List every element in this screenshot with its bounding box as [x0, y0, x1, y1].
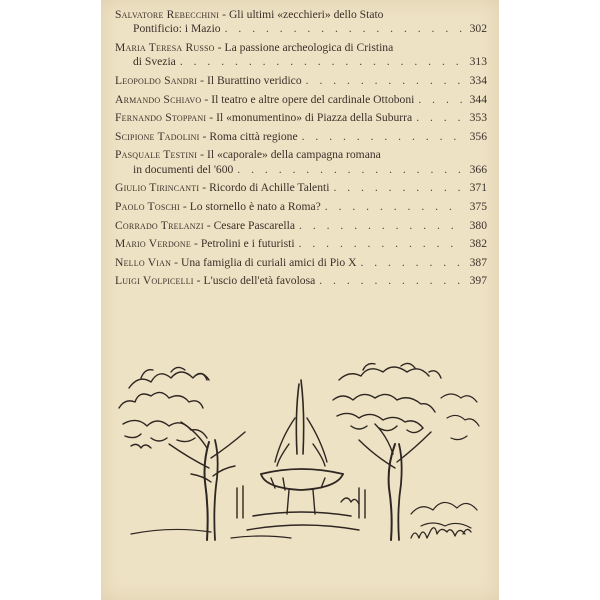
leader-dots [176, 55, 463, 69]
leader-dots [321, 200, 463, 214]
entry-title: Il teatro e altre opere del cardinale Ottoboni [211, 92, 415, 106]
entry-separator: - [206, 218, 211, 232]
entry-title: La passione archeologica di Cristina [224, 41, 394, 54]
entry-separator: - [202, 129, 207, 143]
leader-dots [295, 219, 463, 233]
entry-page-number: 387 [469, 255, 487, 269]
entry-separator: - [193, 237, 198, 251]
toc-entry [115, 219, 487, 233]
entry-title: Il Burattino veridico [206, 74, 302, 87]
entry-author: Armando Schiavo [115, 92, 202, 106]
entry-page-number: 366 [469, 162, 487, 176]
entry-page-number: 353 [469, 111, 487, 125]
leader-dots [315, 274, 463, 288]
entry-page-number: 334 [469, 74, 487, 87]
toc-entry [115, 200, 487, 214]
entry-title: Petrolini e i futuristi [200, 237, 295, 251]
entry-author: Salvatore Rebecchini [115, 8, 220, 21]
toc-entry [115, 74, 487, 88]
leader-dots [412, 111, 463, 125]
entry-page-number: 302 [469, 22, 487, 36]
entry-author: Maria Teresa Russo [115, 41, 215, 54]
left-tree-icon [119, 367, 245, 540]
entry-author: Corrado Trelanzi [115, 218, 204, 232]
entry-author: Fernando Stoppani [115, 111, 207, 125]
entry-author: Luigi Volpicelli [115, 274, 194, 288]
entry-title: Lo stornello è nato a Roma? [189, 199, 321, 213]
right-tree-icon [333, 363, 441, 540]
toc-entry [115, 8, 487, 37]
entry-title: Il «caporale» della campagna romana [206, 148, 381, 162]
entry-page-number: 356 [469, 129, 487, 143]
entry-separator: - [200, 148, 204, 162]
entry-separator: - [204, 92, 209, 106]
leader-dots [233, 163, 463, 177]
entry-separator: - [222, 8, 226, 21]
toc-entry [115, 237, 487, 251]
entry-separator: - [174, 255, 178, 269]
fountain-icon [237, 380, 365, 530]
toc-entry [115, 41, 487, 70]
leader-dots [302, 74, 463, 88]
entry-page-number: 375 [469, 199, 487, 213]
leader-dots [221, 22, 463, 36]
toc-entry [115, 130, 487, 144]
entry-title: L'uscio dell'età favolosa [203, 274, 316, 288]
entry-title-continued: Pontificio: i Mazio [133, 22, 221, 36]
entry-title: Cesare Pascarella [213, 218, 296, 232]
toc-entry [115, 111, 487, 125]
entry-separator: - [209, 111, 214, 125]
toc-entry [115, 181, 487, 195]
entry-author: Pasquale Testini [115, 148, 198, 162]
entry-title-continued: di Svezia [133, 55, 176, 69]
artist-signature [411, 528, 471, 538]
toc-entry [115, 274, 487, 288]
leader-dots [414, 93, 463, 107]
entry-author: Mario Verdone [115, 237, 191, 251]
entry-author: Nello Vian [115, 255, 172, 269]
entry-title-continued: in documenti del '600 [133, 162, 234, 176]
entry-author: Leopoldo Sandri [115, 74, 198, 87]
entry-separator: - [217, 41, 222, 54]
entry-title: Una famiglia di curiali amici di Pio X [180, 255, 357, 269]
toc-entry [115, 93, 487, 107]
entry-author: Giulio Tirincanti [115, 181, 200, 195]
leader-dots [356, 256, 463, 270]
background-foliage [131, 394, 479, 538]
entry-separator: - [196, 274, 201, 288]
entry-page-number: 380 [469, 218, 487, 232]
entry-title: Ricordo di Achille Talenti [209, 181, 330, 195]
entry-page-number: 344 [469, 92, 487, 106]
toc-entry [115, 256, 487, 270]
leader-dots [295, 237, 463, 251]
entry-separator: - [202, 181, 207, 195]
ink-sketch-garden-fountain [111, 358, 491, 550]
entry-title: Gli ultimi «zecchieri» dello Stato [228, 8, 384, 21]
toc-entry [115, 148, 487, 177]
table-of-contents [115, 8, 487, 293]
leader-dots [329, 181, 463, 195]
book-page [101, 0, 499, 600]
entry-page-number: 397 [469, 274, 487, 288]
entry-separator: - [182, 199, 187, 213]
entry-page-number: 382 [469, 237, 487, 251]
entry-author: Scipione Tadolini [115, 129, 200, 143]
entry-title: Il «monumentino» di Piazza della Suburra [216, 111, 413, 125]
entry-author: Paolo Toschi [115, 199, 180, 213]
leader-dots [298, 130, 463, 144]
entry-page-number: 313 [469, 55, 487, 69]
entry-page-number: 371 [469, 181, 487, 195]
entry-title: Roma città regione [209, 129, 298, 143]
entry-separator: - [200, 74, 204, 87]
